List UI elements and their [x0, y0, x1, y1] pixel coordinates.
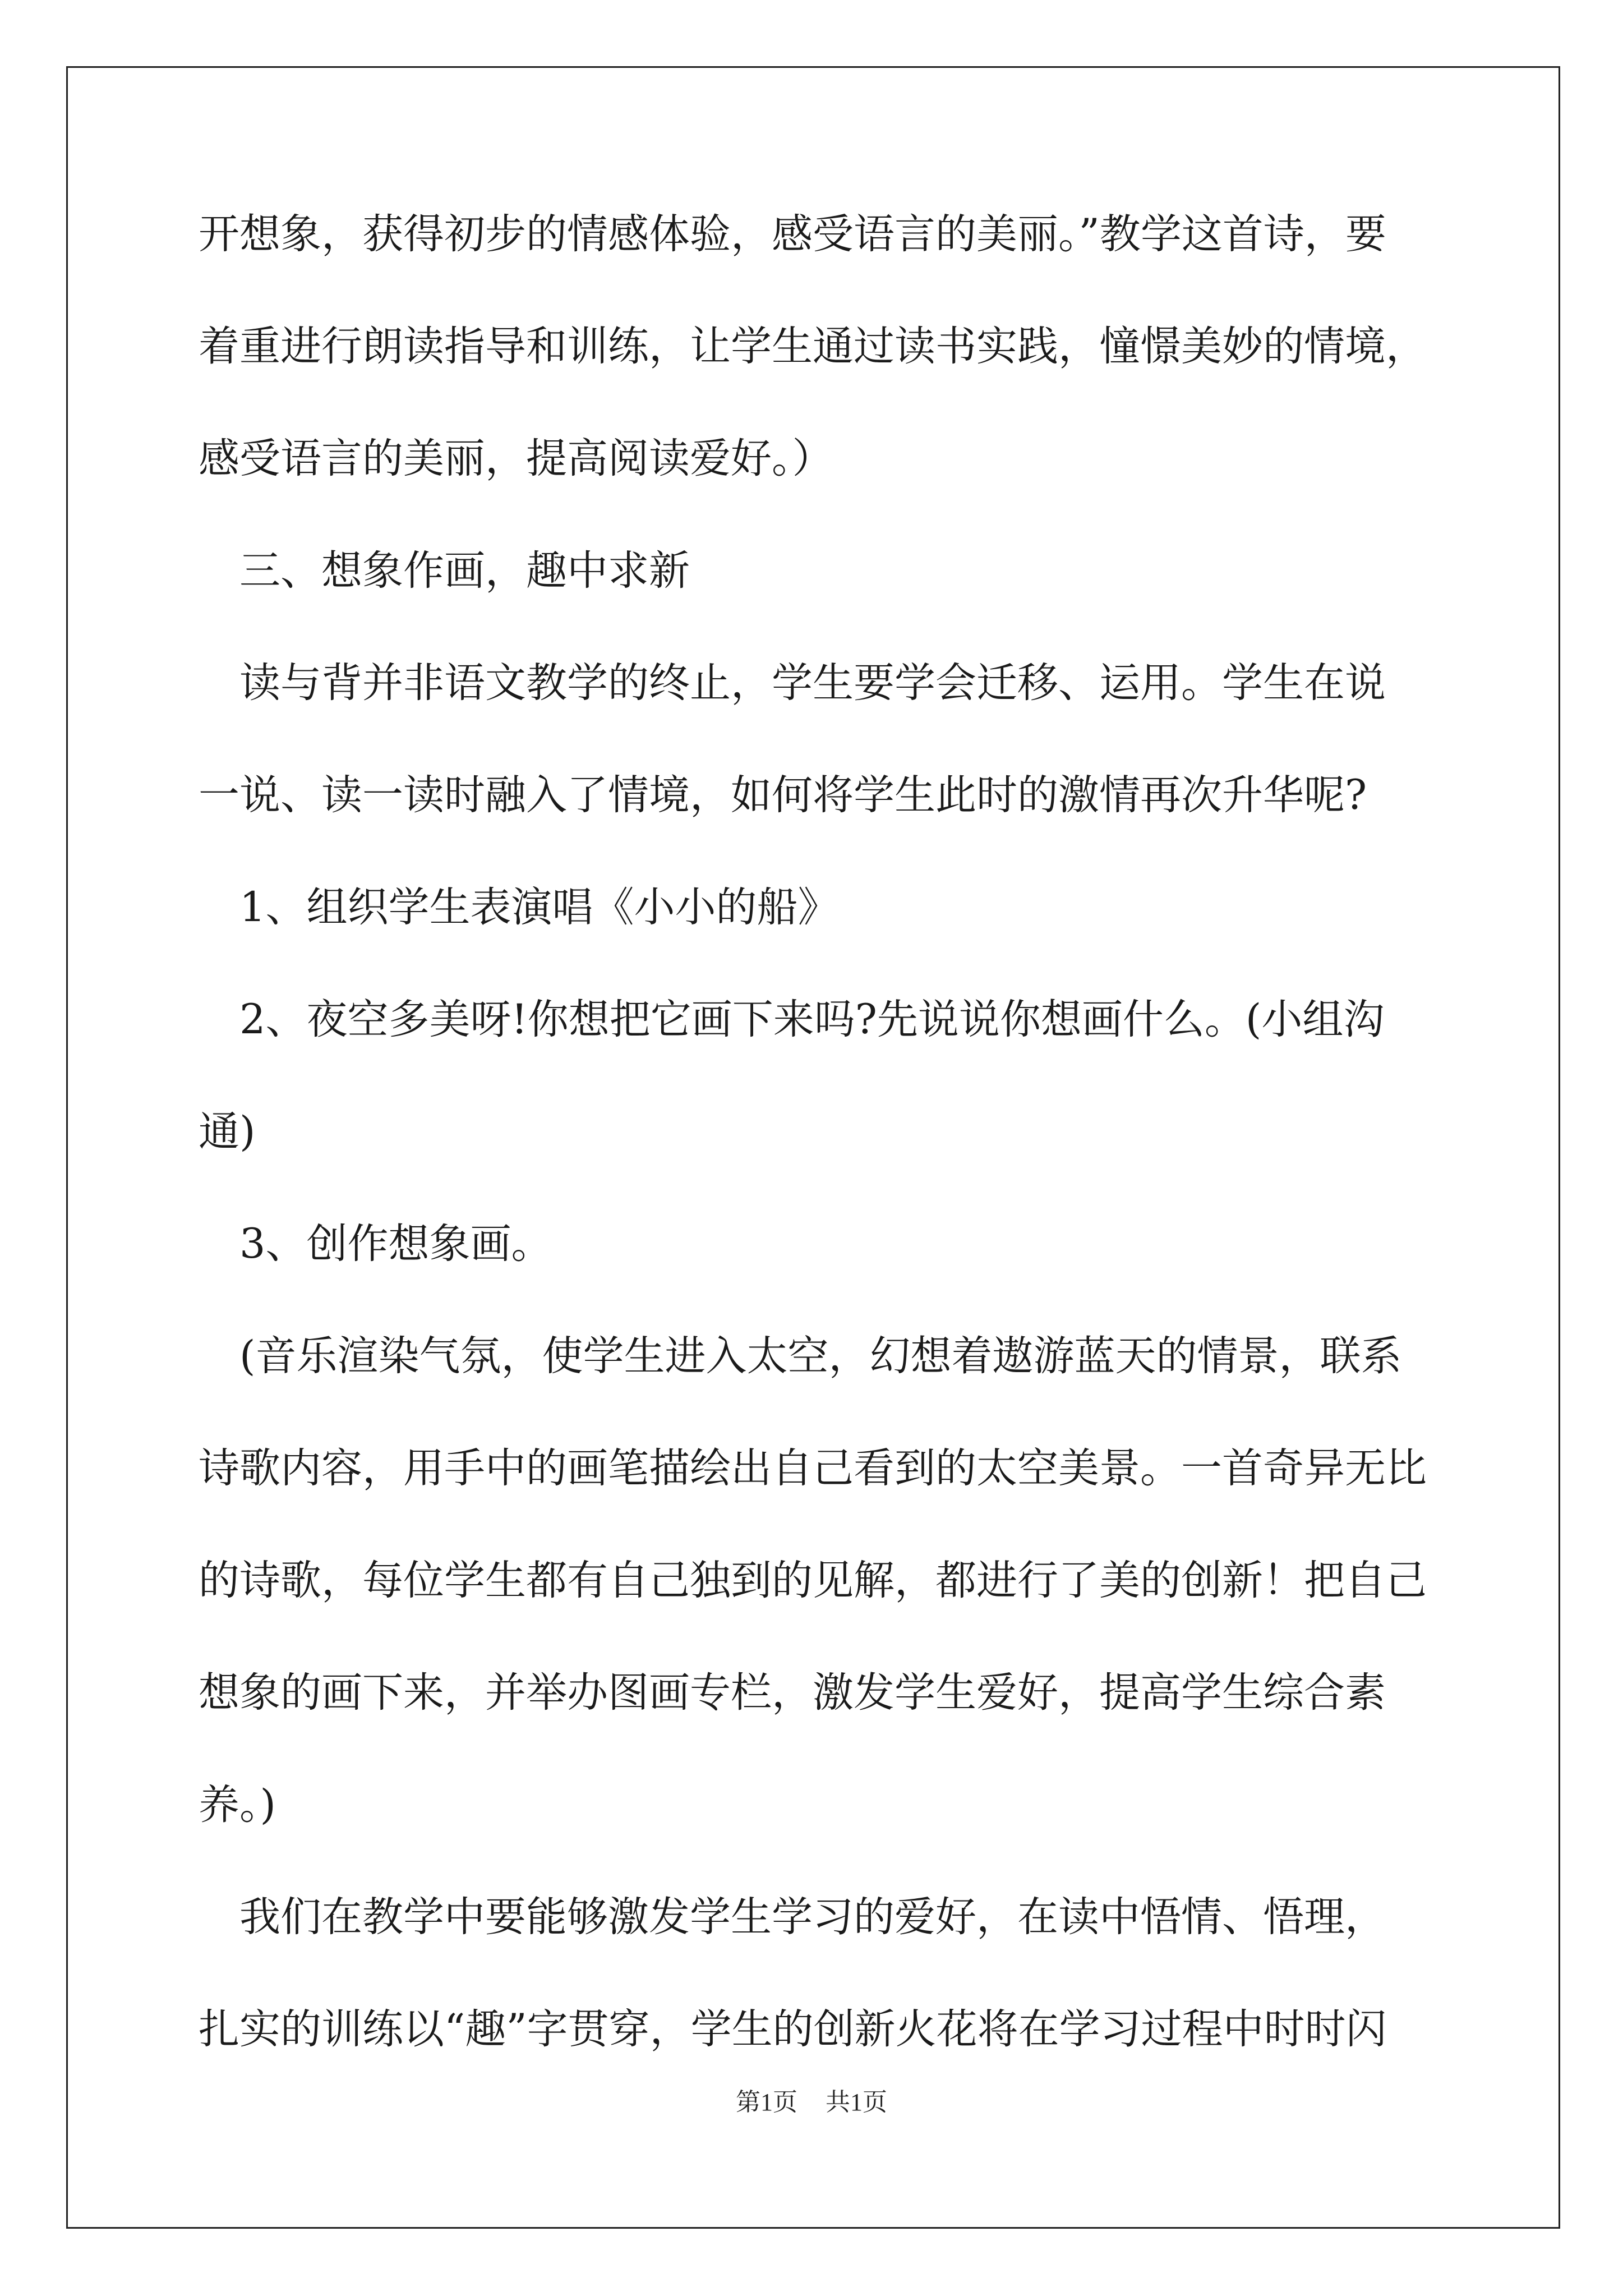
text-line: 养。): [199, 1781, 276, 1829]
page-total: 共1页: [826, 2088, 887, 2116]
text-line: 的诗歌，每位学生都有自己独到的见解，都进行了美的创新！把自己: [199, 1557, 1427, 1604]
list-item: 2、夜空多美呀!你想把它画下来吗?先说说你想画什么。(小组沟: [199, 996, 1385, 1043]
text-line: 一说、读一读时融入了情境，如何将学生此时的激情再次升华呢?: [199, 771, 1367, 819]
text-line: 感受语言的美丽，提高阅读爱好。）: [199, 435, 833, 482]
list-item: 3、创作想象画。: [199, 1220, 552, 1268]
text-line: 想象的画下来，并举办图画专栏，激发学生爱好，提高学生综合素: [199, 1669, 1386, 1717]
text-line: 开想象，获得初步的情感体验，感受语言的美丽。”教学这首诗，要: [199, 210, 1386, 258]
text-line: 读与背并非语文教学的终止，学生要学会迁移、运用。学生在说: [199, 659, 1386, 707]
text-line: 诗歌内容，用手中的画笔描绘出自己看到的太空美景。一首奇异无比: [199, 1444, 1427, 1492]
text-line: 通): [199, 1108, 256, 1156]
section-heading: 三、想象作画，趣中求新: [199, 547, 690, 595]
page-number: 第1页: [736, 2088, 797, 2116]
list-item: 1、组织学生表演唱《小小的船》: [199, 884, 839, 931]
text-line: 扎实的训练以“趣”字贯穿，学生的创新火花将在学习过程中时时闪: [199, 2005, 1387, 2053]
page-footer: [0, 2086, 1623, 2119]
text-line: 我们在教学中要能够激发学生学习的爱好，在读中悟情、悟理，: [199, 1893, 1386, 1941]
text-line: 着重进行朗读指导和训练，让学生通过读书实践，憧憬美妙的情境，: [199, 323, 1427, 370]
text-line: (音乐渲染气氛，使学生进入太空，幻想着遨游蓝天的情景，联系: [199, 1332, 1402, 1380]
